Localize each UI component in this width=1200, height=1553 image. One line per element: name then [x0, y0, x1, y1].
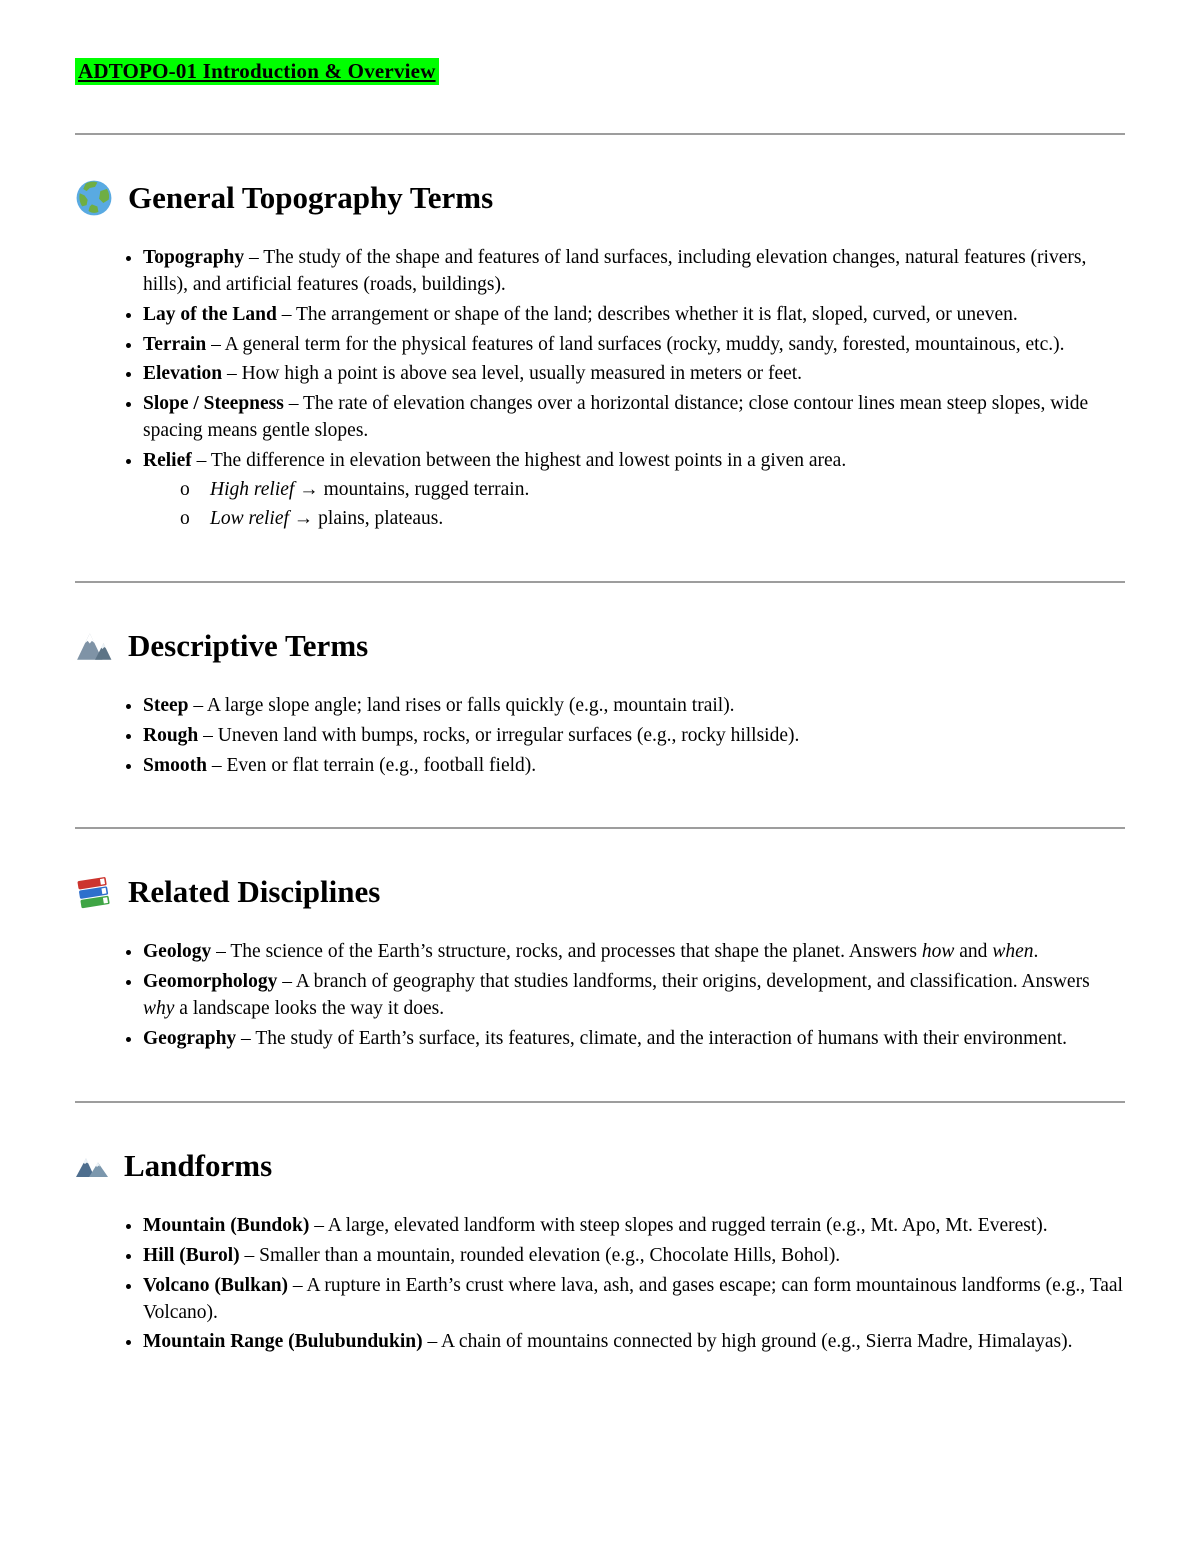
- list-item: [143, 939, 1125, 966]
- term-label: Lay of the Land: [143, 303, 277, 325]
- snow-capped-mountain-icon: [75, 627, 113, 665]
- term-definition: – The science of the Earth’s structure, rocks, and processes that shape the planet. Answers: [216, 941, 922, 963]
- list-item: [143, 245, 1125, 299]
- section-heading: [75, 177, 1125, 219]
- term-definition: – The study of the shape and features of land surfaces, including elevation changes, natural features (rivers, hills), and artificial features (roads, buildings).: [143, 246, 1087, 295]
- section-divider: [75, 133, 1125, 135]
- term-label: Geography: [143, 1028, 237, 1050]
- list-item: [143, 1329, 1125, 1356]
- sub-definition: → mountains, rugged terrain.: [294, 479, 530, 501]
- mountain-landform-icon: [75, 1153, 109, 1179]
- italic-word: when: [992, 941, 1034, 963]
- term-definition: – The study of Earth’s surface, its features, climate, and the interaction of humans with their environment.: [241, 1028, 1068, 1050]
- sub-term: Low relief: [210, 508, 289, 529]
- section-landforms: [75, 1145, 1125, 1356]
- section-title: Descriptive Terms: [128, 627, 369, 663]
- term-definition: – A branch of geography that studies landforms, their origins, development, and classification. Answers: [282, 971, 1090, 993]
- italic-word: why: [143, 998, 175, 1020]
- list-item: [143, 391, 1125, 445]
- list-item: [143, 693, 1125, 720]
- section-divider: [75, 581, 1125, 583]
- term-definition: – A large slope angle; land rises or falls quickly (e.g., mountain trail).: [193, 694, 735, 716]
- term-definition: and: [954, 941, 993, 963]
- list-item: [143, 1213, 1125, 1240]
- sub-list-item: [180, 506, 1125, 533]
- books-icon: [75, 873, 113, 911]
- term-definition: – Smaller than a mountain, rounded elevation (e.g., Chocolate Hills, Bohol).: [244, 1244, 841, 1266]
- term-definition: .: [1033, 941, 1039, 963]
- globe-icon: [75, 179, 113, 217]
- sub-definition: → plains, plateaus.: [288, 508, 444, 529]
- list-item: [143, 1273, 1125, 1327]
- sub-term: High relief: [210, 479, 295, 501]
- section-heading: [75, 871, 1125, 913]
- list-item: [143, 448, 1125, 533]
- term-definition: a landscape looks the way it does.: [174, 998, 445, 1020]
- term-definition: – A rupture in Earth’s crust where lava, ash, and gases escape; can form mountainous landforms (e.g., Taal Volcano).: [143, 1274, 1123, 1323]
- list-item: [143, 753, 1125, 780]
- doc-title-row: [75, 58, 1125, 85]
- term-label: Terrain: [143, 333, 207, 355]
- sub-list: [143, 477, 1125, 533]
- term-list: [75, 245, 1125, 533]
- term-label: Mountain Range (Bulubundukin): [143, 1331, 423, 1353]
- term-label: Geology: [143, 941, 212, 963]
- term-definition: – How high a point is above sea level, usually measured in meters or feet.: [226, 363, 803, 385]
- list-item: [143, 302, 1125, 329]
- term-label: Hill (Burol): [143, 1244, 240, 1266]
- list-item: [143, 332, 1125, 359]
- italic-word: how: [921, 941, 955, 963]
- term-definition: – The difference in elevation between the highest and lowest points in a given area.: [196, 450, 847, 472]
- list-item: [143, 1243, 1125, 1270]
- section-divider: [75, 1101, 1125, 1103]
- sub-list-item: [180, 477, 1125, 504]
- term-list: [75, 939, 1125, 1053]
- term-label: Slope / Steepness: [143, 393, 284, 415]
- list-item: [143, 969, 1125, 1023]
- section-title: General Topography Terms: [128, 180, 494, 215]
- term-label: Rough: [143, 724, 199, 746]
- section-heading: [75, 625, 1125, 667]
- sub-bullet-marker: o: [180, 508, 190, 529]
- term-label: Relief: [143, 450, 192, 472]
- doc-title: ADTOPO-01 Introduction & Overview: [75, 58, 439, 85]
- term-label: Topography: [143, 246, 245, 268]
- term-definition: – A large, elevated landform with steep slopes and rugged terrain (e.g., Mt. Apo, Mt. Everest).: [314, 1214, 1048, 1236]
- section-heading: [75, 1145, 1125, 1187]
- term-definition: – Even or flat terrain (e.g., football field).: [211, 754, 537, 776]
- term-label: Elevation: [143, 363, 223, 385]
- section-title: Related Disciplines: [128, 874, 381, 910]
- section-title: Landforms: [124, 1147, 273, 1183]
- term-list: [75, 693, 1125, 780]
- term-definition: – A general term for the physical features of land surfaces (rocky, muddy, sandy, forested, mountainous, etc.).: [211, 333, 1065, 355]
- term-label: Mountain (Bundok): [143, 1214, 310, 1236]
- term-label: Smooth: [143, 754, 207, 776]
- term-definition: – Uneven land with bumps, rocks, or irregular surfaces (e.g., rocky hillside).: [203, 724, 800, 746]
- list-item: [143, 361, 1125, 388]
- term-label: Steep: [143, 694, 189, 716]
- term-list: [75, 1213, 1125, 1357]
- sub-bullet-marker: o: [180, 479, 190, 501]
- section-general-topography-terms: [75, 177, 1125, 533]
- term-definition: – The rate of elevation changes over a horizontal distance; close contour lines mean steep slopes, wide spacing means gentle slopes.: [143, 393, 1089, 442]
- section-descriptive-terms: [75, 625, 1125, 780]
- term-definition: – A chain of mountains connected by high ground (e.g., Sierra Madre, Himalayas).: [427, 1331, 1073, 1353]
- term-definition: – The arrangement or shape of the land; describes whether it is flat, sloped, curved, or uneven.: [281, 303, 1018, 325]
- section-related-disciplines: [75, 871, 1125, 1052]
- list-item: [143, 1026, 1125, 1053]
- term-label: Geomorphology: [143, 971, 278, 993]
- list-item: [143, 723, 1125, 750]
- term-label: Volcano (Bulkan): [143, 1274, 289, 1296]
- section-divider: [75, 827, 1125, 829]
